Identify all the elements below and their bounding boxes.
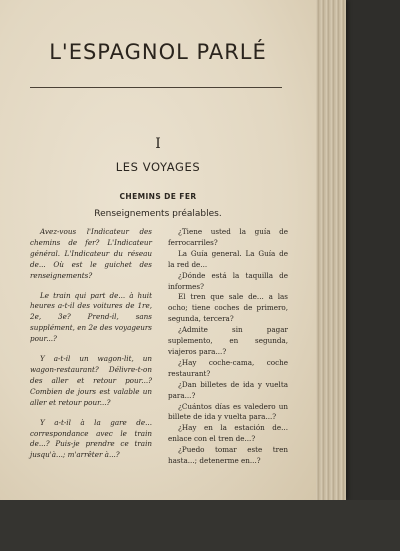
background-dark-area (346, 0, 400, 500)
spanish-line: ¿Dan billetes de ida y vuelta para...? (168, 379, 288, 400)
french-paragraph: Avez-vous l'Indicateur des chemins de fer? L'Indicateur général. L'Indicateur du réseau de... Où est le guichet des renseignements? (30, 227, 152, 280)
french-paragraph: Le train qui part de... à huit heures a-t-il des voitures de 1re, 2e, 3e? Prend-il, sans supplément, en 2e des voyageurs pour...? (30, 290, 152, 344)
french-paragraph: Y a-t-il un wagon-lit, un wagon-restaurant? Délivre-t-on des aller et retour pour...? Combien de jours est valable un aller et retour pour...? (30, 354, 152, 407)
spanish-line: ¿Cuántos días es valedero un billete de ida y vuelta para...? (168, 401, 288, 422)
spanish-line: El tren que sale de... a las ocho; tiene coches de primero, segunda, tercera? (168, 292, 288, 324)
spanish-line: ¿Puedo tomar este tren hasta...; detenerme en...? (168, 445, 288, 466)
title-divider (30, 87, 282, 88)
spanish-line: ¿Tiene usted la guía de ferrocarriles? (168, 227, 288, 247)
chapter-title: LES VOYAGES (115, 160, 201, 174)
section-title: CHEMINS DE FER (119, 192, 197, 201)
spanish-line: ¿Hay en la estación de... enlace con el tren de...? (168, 423, 288, 444)
chapter-number: I (155, 136, 161, 152)
spanish-line: ¿Hay coche-cama, coche restaurant? (168, 357, 288, 378)
spanish-line: ¿Dónde está la taquilla de informes? (168, 270, 288, 291)
spanish-line: La Guía general. La Guía de la red de... (168, 248, 288, 269)
spanish-column (168, 227, 288, 467)
background-bottom-area (0, 500, 400, 551)
french-paragraph: Y a-t-il à la gare de... correspondance avec le train de...? Puis-je prendre ce train jusqu'à...; m'arrêter à...? (30, 417, 152, 460)
book-title: L'ESPAGNOL PARLÉ (49, 40, 267, 64)
section-subtitle: Renseignements préalables. (94, 209, 222, 219)
french-column (30, 227, 152, 470)
spanish-line: ¿Admite sin pagar suplemento, en segunda, viajeros para...? (168, 325, 288, 356)
